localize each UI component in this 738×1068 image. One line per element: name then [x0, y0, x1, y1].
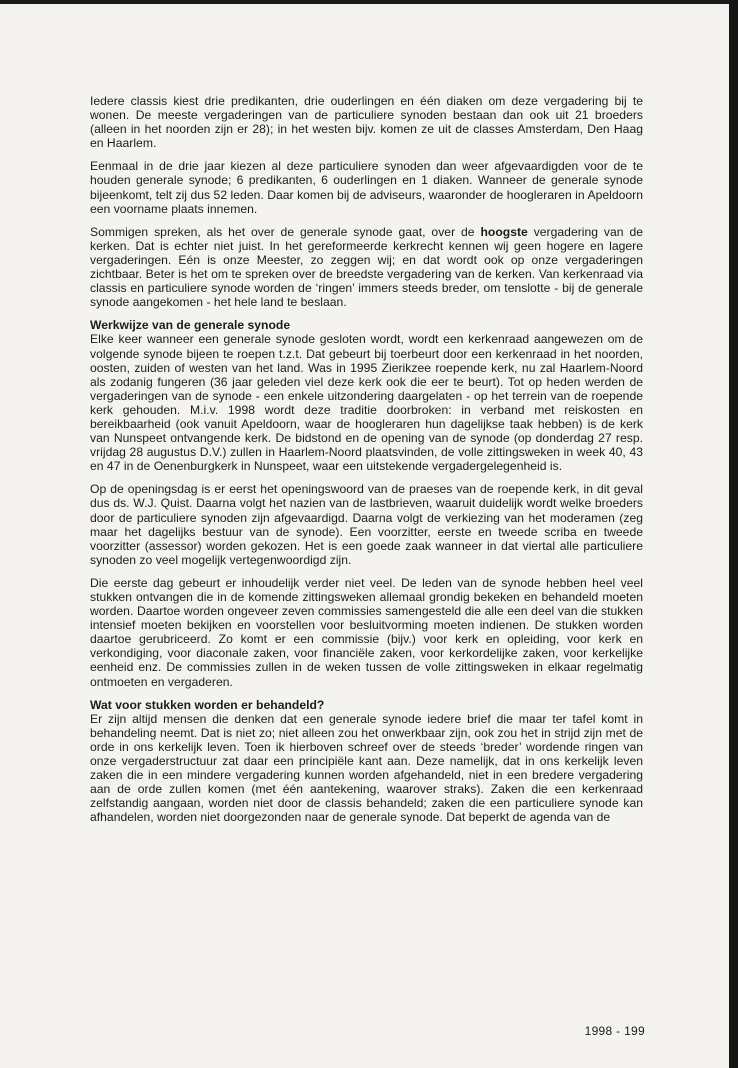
article-body	[90, 94, 643, 834]
paragraph: Er zijn altijd mensen die denken dat een generale synode iedere brief die maar ter tafel komt in behandeling neemt. Dat is niet zo; niet alleen zou het onwerkbaar zijn, ook zou het in strijd zijn met de orde in ons kerkelijk leven. Toen ik hierboven schreef over de steeds ‘breder’ wordende ringen van onze vergaderstructuur zat daar een principiële kant aan. Deze namelijk, dat in ons kerkelijk leven zaken die in een mindere vergadering kunnen worden afgehandeld, niet in een bredere vergadering aan de orde zullen komen (met één aantekening, waarover straks). Zaken die een kerkenraad zelfstandig aangaan, worden niet door de classis behandeld; zaken die een particuliere synode kan afhandelen, worden niet doorgezonden naar de generale synode. Dat beperkt de agenda van de	[90, 711, 643, 825]
paragraph: Elke keer wanneer een generale synode gesloten wordt, wordt een kerkenraad aangewezen om de volgende synode bijeen te roepen t.z.t. Dat gebeurt bij toerbeurt door een kerkenraad in het noorden, oosten, zuiden of westen van het land. Was in 1995 Zierikzee roepende kerk, nu zal Haarlem-Noord als zodanig fungeren (36 jaar geleden viel deze kerk ook die eer te beurt). Tot op heden werden de vergaderingen van de synode - een enkele uitzondering daargelaten - op het terrein van de roepende kerk gehouden. M.i.v. 1998 wordt deze traditie doorbroken: in verband met reiskosten en bereikbaarheid (ook vanuit Apeldoorn, waar de hoogleraren hun dagelijkse taak hebben) is de kerk van Nunspeet ontvangende kerk. De bidstond en de opening van de synode (op donderdag 27 resp. vrijdag 28 augustus D.V.) zullen in Haarlem-Noord plaatsvinden, de volle zittingsweken in week 40, 43 en 47 in de Oenenburgkerk in Nunspeet, waar een uitstekende vergadergelegenheid is.	[90, 332, 643, 474]
paragraph: Iedere classis kiest drie predikanten, drie ouderlingen en één diaken om deze vergadering bij te wonen. De meeste vergaderingen van de particuliere synoden bestaan dan ook uit 21 broeders (alleen in het noorden zijn er 28); in het westen bijv. komen ze uit de classes Amsterdam, Den Haag en Haarlem.	[90, 94, 643, 151]
paragraph: Die eerste dag gebeurt er inhoudelijk verder niet veel. De leden van de synode hebben heel veel stukken ontvangen die in de komende zittingsweken allemaal grondig bekeken en behandeld moeten worden. Daartoe worden ongeveer zeven commissies samengesteld die alle een deel van die stukken intensief moeten bekijken en voorstellen voor besluitvorming moeten indienen. De stukken worden daartoe gerubriceerd. Zo komt er een commissie (bijv.) voor kerk en opleiding, voor kerk en verkondiging, voor diaconale zaken, voor financiële zaken, voor kerkordelijke zaken, voor kerkelijke eenheid enz. De commissies zullen in de weken tussen de volle zittingsweken in elkaar regelmatig ontmoeten en vergaderen.	[90, 575, 643, 689]
page-number: 1998 - 199	[584, 1024, 645, 1038]
section-heading: Werkwijze van de generale synode	[90, 318, 291, 333]
emphasis: hoogste	[480, 224, 528, 239]
paragraph: Sommigen spreken, als het over de generale synode gaat, over de hoogste vergadering van de kerken. Dat is echter niet juist. In het gereformeerde kerkrecht kennen wij geen hogere en lagere vergaderingen. Eén is onze Meester, zo zeggen wij; en dat wordt ook op onze vergaderingen zichtbaar. Beter is het om te spreken over de breedste vergadering van de kerken. Van kerkenraad via classis en particuliere synode worden de ‘ringen’ immers steeds breder, om tenslotte - bij de generale synode aangekomen - het hele land te beslaan.	[90, 224, 643, 310]
scan-right-edge	[729, 0, 738, 1068]
paragraph: Op de openingsdag is er eerst het openingswoord van de praeses van de roepende kerk, in dit geval dus ds. W.J. Quist. Daarna volgt het nazien van de lastbrieven, waaruit duidelijk wordt welke broeders door de particuliere synoden zijn afgevaardigd. Daarna volgt de verkiezing van het moderamen (zeg maar het dagelijks bestuur van de synode). Een voorzitter, eerste en tweede scriba en tweede voorzitter (assessor) worden gekozen. Het is een goede zaak wanneer in dat viertal alle particuliere synoden zo veel mogelijk vertegenwoordigd zijn.	[90, 482, 643, 567]
scan-top-edge	[0, 0, 738, 4]
paragraph: Eenmaal in de drie jaar kiezen al deze particuliere synoden dan weer afgevaardigden voor de te houden generale synode; 6 predikanten, 6 ouderlingen en 1 diaken. Wanneer de generale synode bijeenkomt, telt zij dus 52 leden. Daar komen bij de adviseurs, waaronder de hoogleraren in Apeldoorn een voorname plaats innemen.	[90, 159, 643, 216]
section-heading: Wat voor stukken worden er behandeld?	[90, 697, 325, 712]
